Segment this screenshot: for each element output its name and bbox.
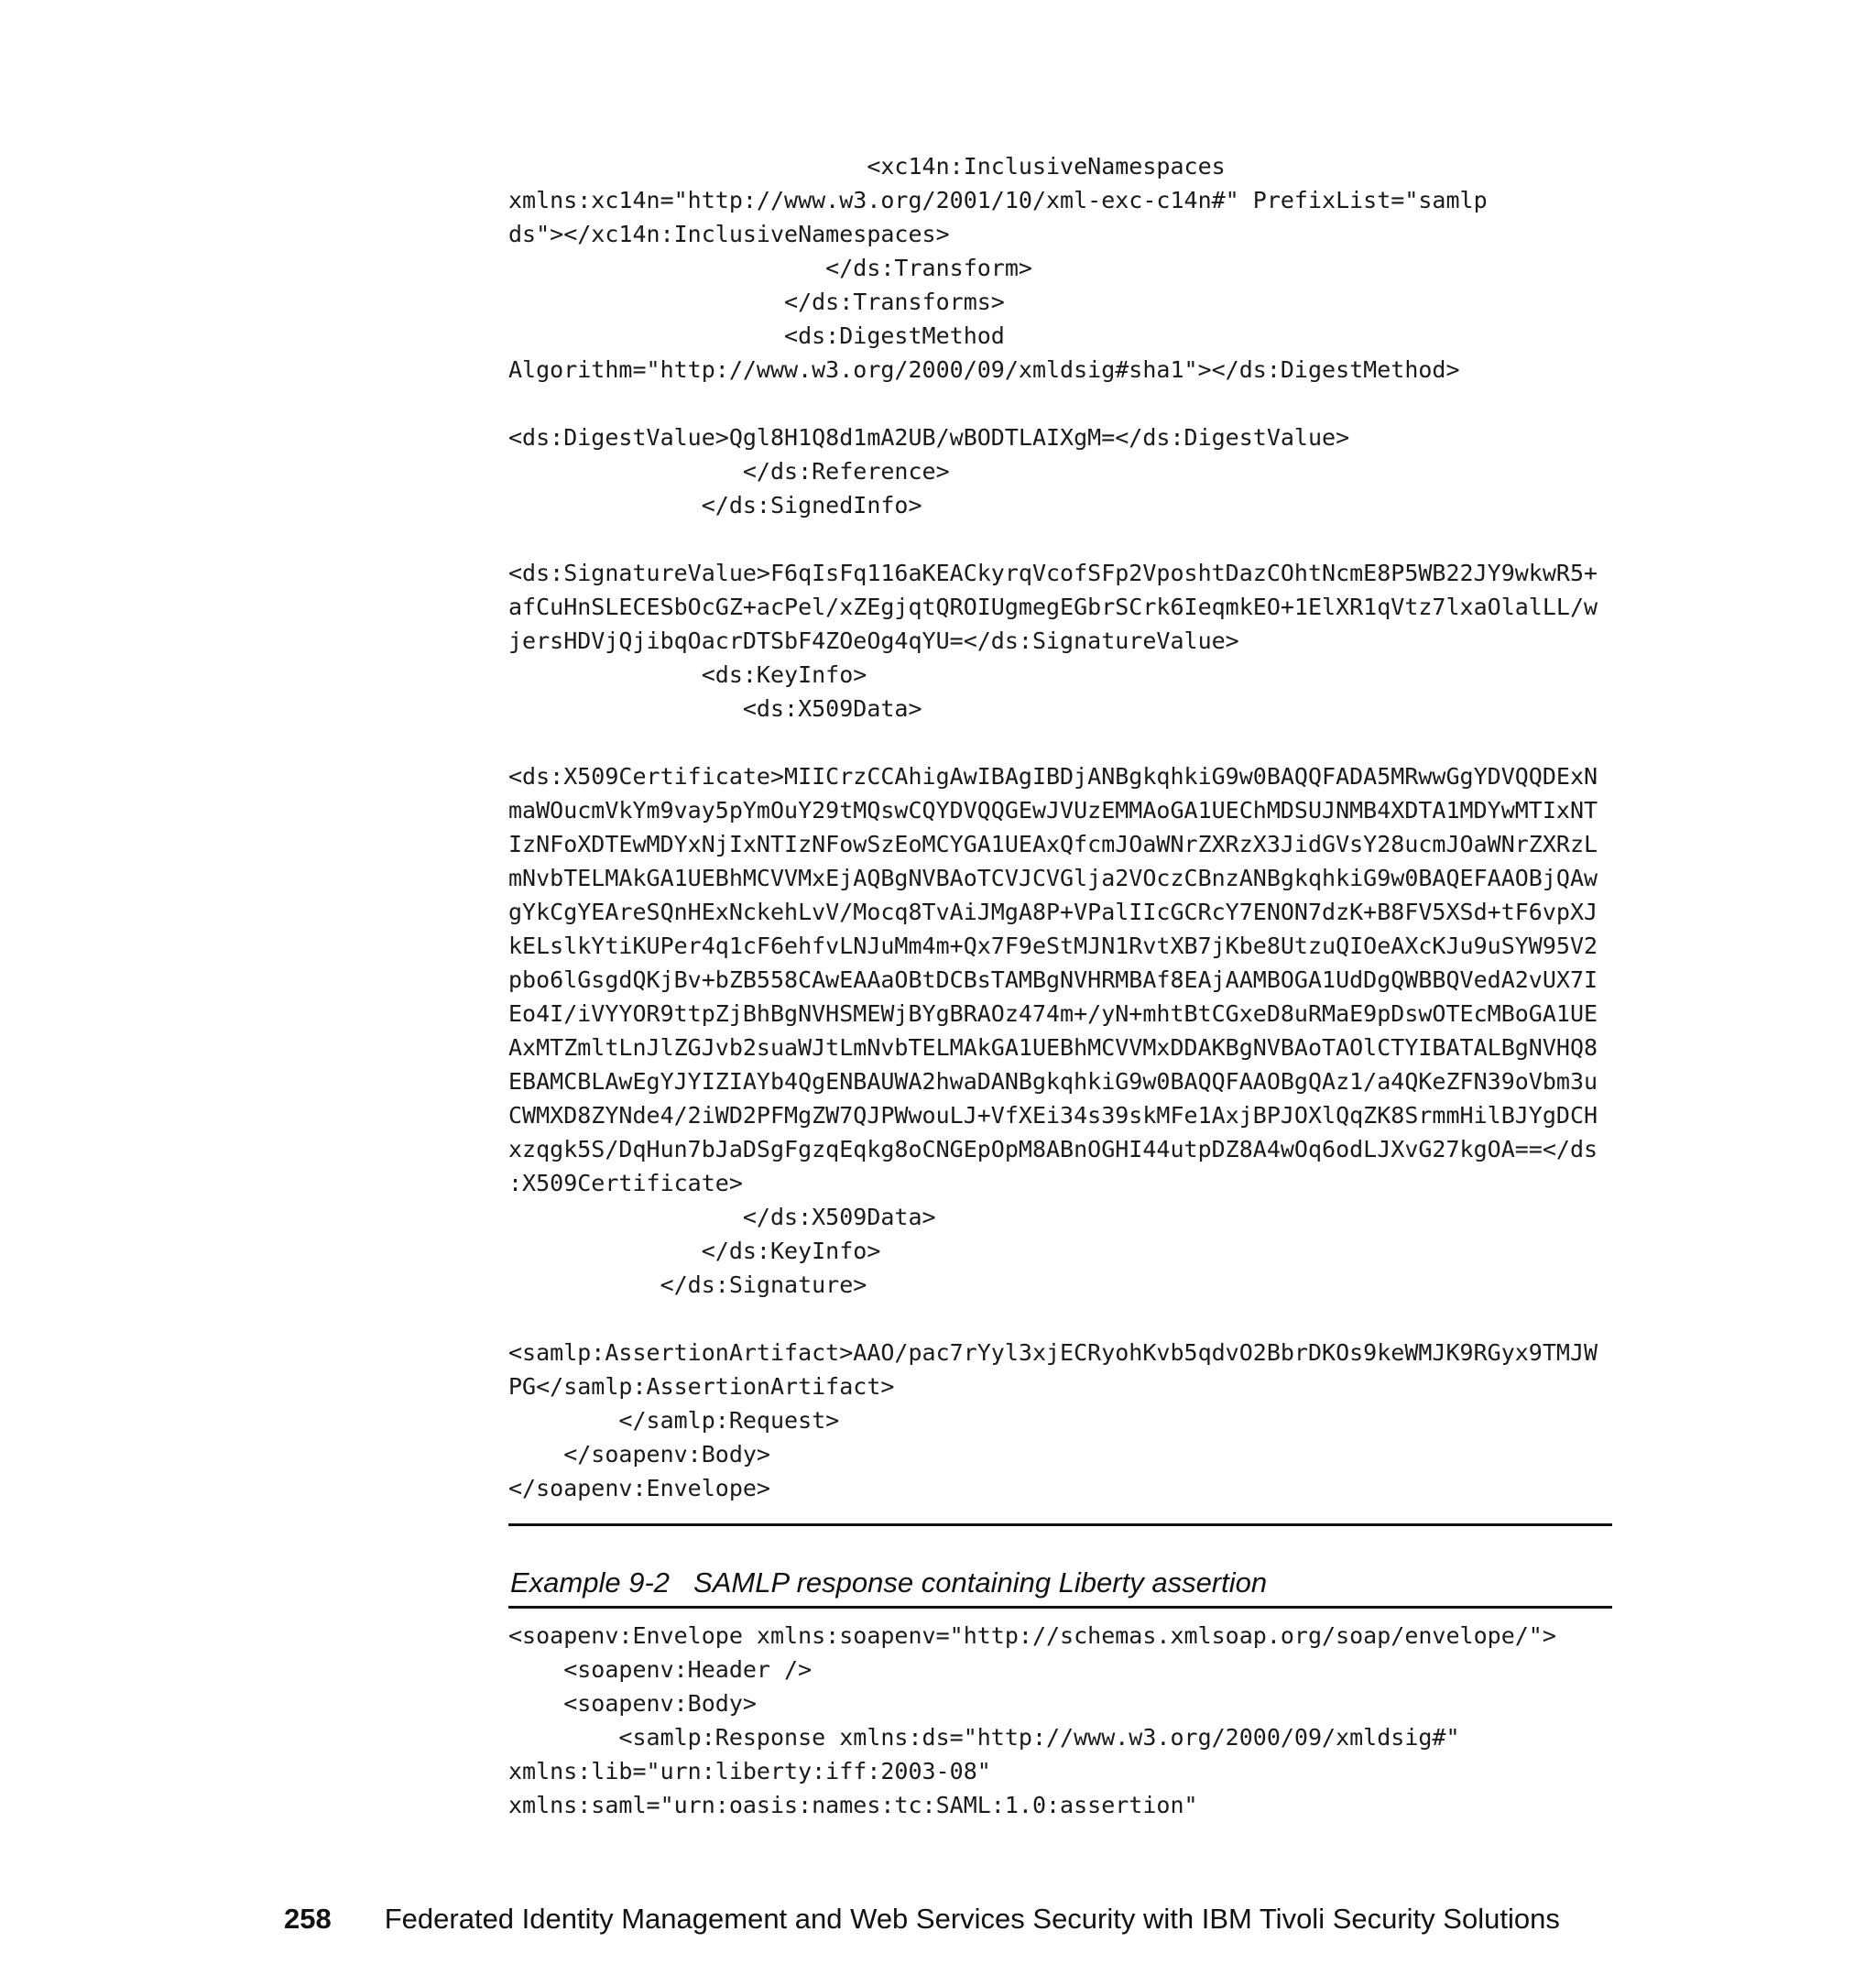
example-caption bbox=[510, 1565, 1267, 1601]
code-listing-continued: <xc14n:InclusiveNamespaces xmlns:xc14n="http://www.w3.org/2001/10/xml-exc-c14n#" PrefixList="samlp ds"></xc14n:InclusiveNamespaces> </ds:Transform> </ds:Transforms> <ds:DigestMethod Algorithm="http://www.w3.org/2000/09/xmldsig#sha1"></ds:DigestMethod> <ds:DigestValue>Qgl8H1Q8d1mA2UB/wBODTLAIXgM=</ds:DigestValue> </ds:Reference> </ds:SignedInfo> <ds:SignatureValue>F6qIsFq116aKEACkyrqVcofSFp2VposhtDazCOhtNcmE8P5WB22JY9wkwR5+ afCuHnSLECESbOcGZ+acPel/xZEgjqtQROIUgmegEGbrSCrk6IeqmkEO+1ElXR1qVtz7lxaOlalLL/w jersHDVjQjibqOacrDTSbF4ZOeOg4qYU=</ds:SignatureValue> <ds:KeyInfo> <ds:X509Data> <ds:X509Certificate>MIICrzCCAhigAwIBAgIBDjANBgkqhkiG9w0BAQQFADA5MRwwGgYDVQQDExN maWOucmVkYm9vay5pYmOuY29tMQswCQYDVQQGEwJVUzEMMAoGA1UEChMDSUJNMB4XDTA1MDYwMTIxNT IzNFoXDTEwMDYxNjIxNTIzNFowSzEoMCYGA1UEAxQfcmJOaWNrZXRzX3JidGVsY28ucmJOaWNrZXRzL mNvbTELMAkGA1UEBhMCVVMxEjAQBgNVBAoTCVJCVGlja2VOczCBnzANBgkqhkiG9w0BAQEFAAOBjQAw gYkCgYEAreSQnHExNckehLvV/Mocq8TvAiJMgA8P+VPalIIcGCRcY7ENON7dzK+B8FV5XSd+tF6vpXJ kELslkYtiKUPer4q1cF6ehfvLNJuMm4m+Qx7F9eStMJN1RvtXB7jKbe8UtzuQIOeAXcKJu9uSYW95V2 pbo6lGsgdQKjBv+bZB558CAwEAAaOBtDCBsTAMBgNVHRMBAf8EAjAAMBOGA1UdDgQWBBQVedA2vUX7I Eo4I/iVYYOR9ttpZjBhBgNVHSMEWjBYgBRAOz474m+/yN+mhtBtCGxeD8uRMaE9pDswOTEcMBoGA1UE AxMTZmltLnJlZGJvb2suaWJtLmNvbTELMAkGA1UEBhMCVVMxDDAKBgNVBAoTAOlCTYIBATALBgNVHQ8 EBAMCBLAwEgYJYIZIAYb4QgENBAUWA2hwaDANBgkqhkiG9w0BAQQFAAOBgQAz1/a4QKeZFN39oVbm3u CWMXD8ZYNde4/2iWD2PFMgZW7QJPWwouLJ+VfXEi34s39skMFe1AxjBPJOXlQqZK8SrmmHilBJYgDCH xzqgk5S/DqHun7bJaDSgFgzqEqkg8oCNGEpOpM8ABnOGHI44utpDZ8A4wOq6odLJXvG27kgOA==</ds :X509Certificate> </ds:X509Data> </ds:KeyInfo> </ds:Signature> <samlp:AssertionArtifact>AAO/pac7rYyl3xjECRyohKvb5qdvO2BbrDKOs9keWMJK9RGyx9TMJW PG</samlp:AssertionArtifact> </samlp:Request> </soapenv:Body> </soapenv:Envelope> bbox=[508, 153, 1598, 1501]
code-listing-example-9-2: <soapenv:Envelope xmlns:soapenv="http://schemas.xmlsoap.org/soap/envelope/"> <soapenv:Header /> <soapenv:Body> <samlp:Response xmlns:ds="http://www.w3.org/2000/09/xmldsig#" xmlns:lib="urn:liberty:iff:2003-08" xmlns:saml="urn:oasis:names:tc:SAML:1.0:assertion" bbox=[508, 1622, 1556, 1818]
book-title: Federated Identity Management and Web Services Security with IBM Tivoli Security Solutions bbox=[384, 1903, 1560, 1935]
example-label: Example 9-2 bbox=[510, 1566, 671, 1599]
example-title: SAMLP response containing Liberty assertion bbox=[693, 1566, 1268, 1599]
listing-end-rule bbox=[508, 1523, 1612, 1526]
page-footer bbox=[284, 1901, 1560, 1937]
page-number: 258 bbox=[284, 1903, 332, 1935]
caption-rule bbox=[508, 1606, 1612, 1609]
